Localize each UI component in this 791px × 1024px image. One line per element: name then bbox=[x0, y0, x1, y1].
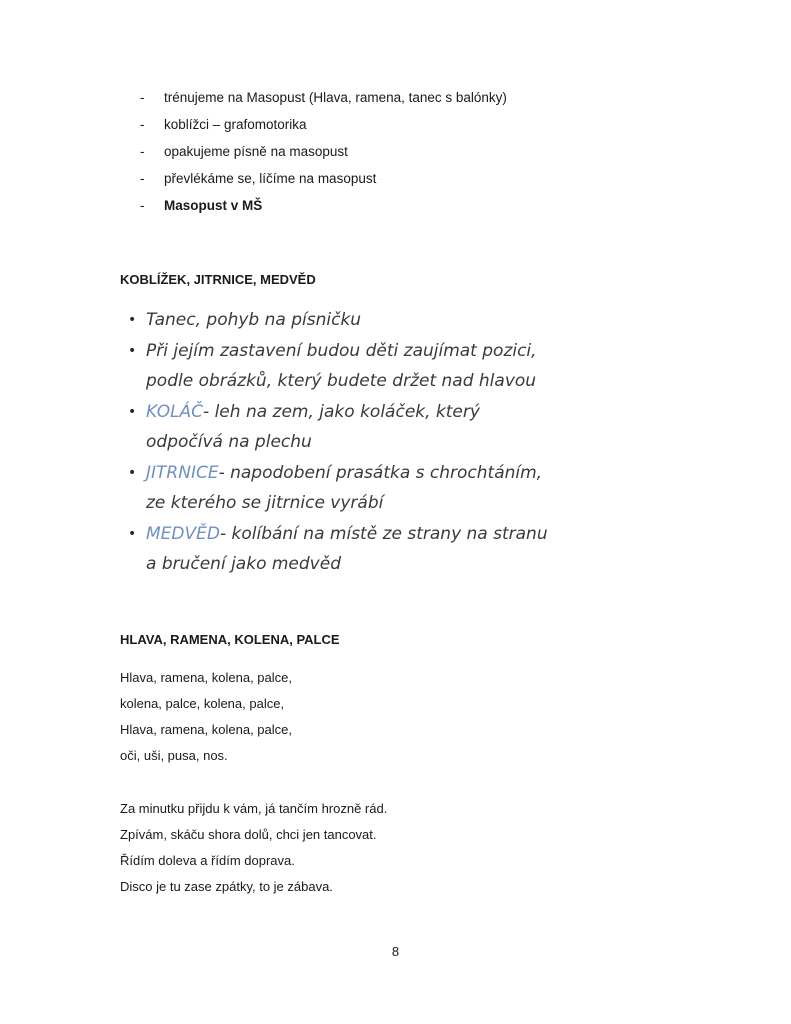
game-instructions-list bbox=[128, 305, 548, 580]
instruction-text: Při jejím zastavení budou děti zaujímat pozici, podle obrázků, který budete držet nad hlavou bbox=[146, 340, 537, 391]
dash-marker: - bbox=[140, 90, 145, 105]
dash-marker: - bbox=[140, 198, 145, 213]
instruction-text: - leh na zem, jako koláček, který odpočívá na plechu bbox=[146, 401, 480, 452]
section-heading-koblizek: KOBLÍŽEK, JITRNICE, MEDVĚD bbox=[120, 272, 316, 287]
verse-line: Hlava, ramena, kolena, palce, bbox=[120, 722, 292, 737]
activity-item bbox=[140, 111, 507, 138]
dash-marker: - bbox=[140, 171, 145, 186]
instruction-keyword: KOLÁČ bbox=[146, 401, 204, 422]
instruction-text: - napodobení prasátka s chrochtáním, ze kterého se jitrnice vyrábí bbox=[146, 462, 543, 513]
activity-text: převlékáme se, líčíme na masopust bbox=[164, 171, 377, 186]
instruction-text: Tanec, pohyb na písničku bbox=[146, 310, 362, 330]
instruction-keyword: MEDVĚD bbox=[146, 523, 220, 544]
activity-list bbox=[140, 84, 507, 219]
verse-line: Řídím doleva a řídím doprava. bbox=[120, 853, 295, 868]
instruction-item bbox=[128, 305, 548, 336]
page-number: 8 bbox=[391, 944, 400, 959]
bullet-icon: • bbox=[128, 342, 137, 359]
activity-item bbox=[140, 165, 507, 192]
instruction-item bbox=[128, 336, 548, 397]
verse-line: oči, uši, pusa, nos. bbox=[120, 748, 228, 763]
activity-text: opakujeme písně na masopust bbox=[164, 144, 348, 159]
instruction-item bbox=[128, 519, 548, 580]
activity-text: trénujeme na Masopust (Hlava, ramena, tanec s balónky) bbox=[164, 90, 507, 105]
section-heading-hlava: HLAVA, RAMENA, KOLENA, PALCE bbox=[120, 632, 340, 647]
dash-marker: - bbox=[140, 117, 145, 132]
dash-marker: - bbox=[140, 144, 145, 159]
verse-line: Za minutku přijdu k vám, já tančím hrozně rád. bbox=[120, 801, 388, 816]
verse-line: Hlava, ramena, kolena, palce, bbox=[120, 670, 292, 685]
activity-text: koblížci – grafomotorika bbox=[164, 117, 307, 132]
instruction-keyword: JITRNICE bbox=[146, 462, 219, 483]
activity-item bbox=[140, 84, 507, 111]
bullet-icon: • bbox=[128, 525, 137, 542]
bullet-icon: • bbox=[128, 464, 137, 481]
verse-line: Zpívám, skáču shora dolů, chci jen tancovat. bbox=[120, 827, 377, 842]
bullet-icon: • bbox=[128, 403, 137, 420]
verse-line: Disco je tu zase zpátky, to je zábava. bbox=[120, 879, 333, 894]
bullet-icon: • bbox=[128, 312, 137, 328]
instruction-item bbox=[128, 458, 548, 519]
song-verse-1 bbox=[120, 665, 292, 769]
song-verse-2 bbox=[120, 796, 387, 900]
activity-text: Masopust v MŠ bbox=[164, 198, 263, 213]
activity-item bbox=[140, 138, 507, 165]
instruction-text: - kolíbání na místě ze strany na stranu a bručení jako medvěd bbox=[146, 523, 548, 574]
instruction-item bbox=[128, 397, 548, 458]
activity-item bbox=[140, 192, 507, 219]
verse-line: kolena, palce, kolena, palce, bbox=[120, 696, 285, 711]
